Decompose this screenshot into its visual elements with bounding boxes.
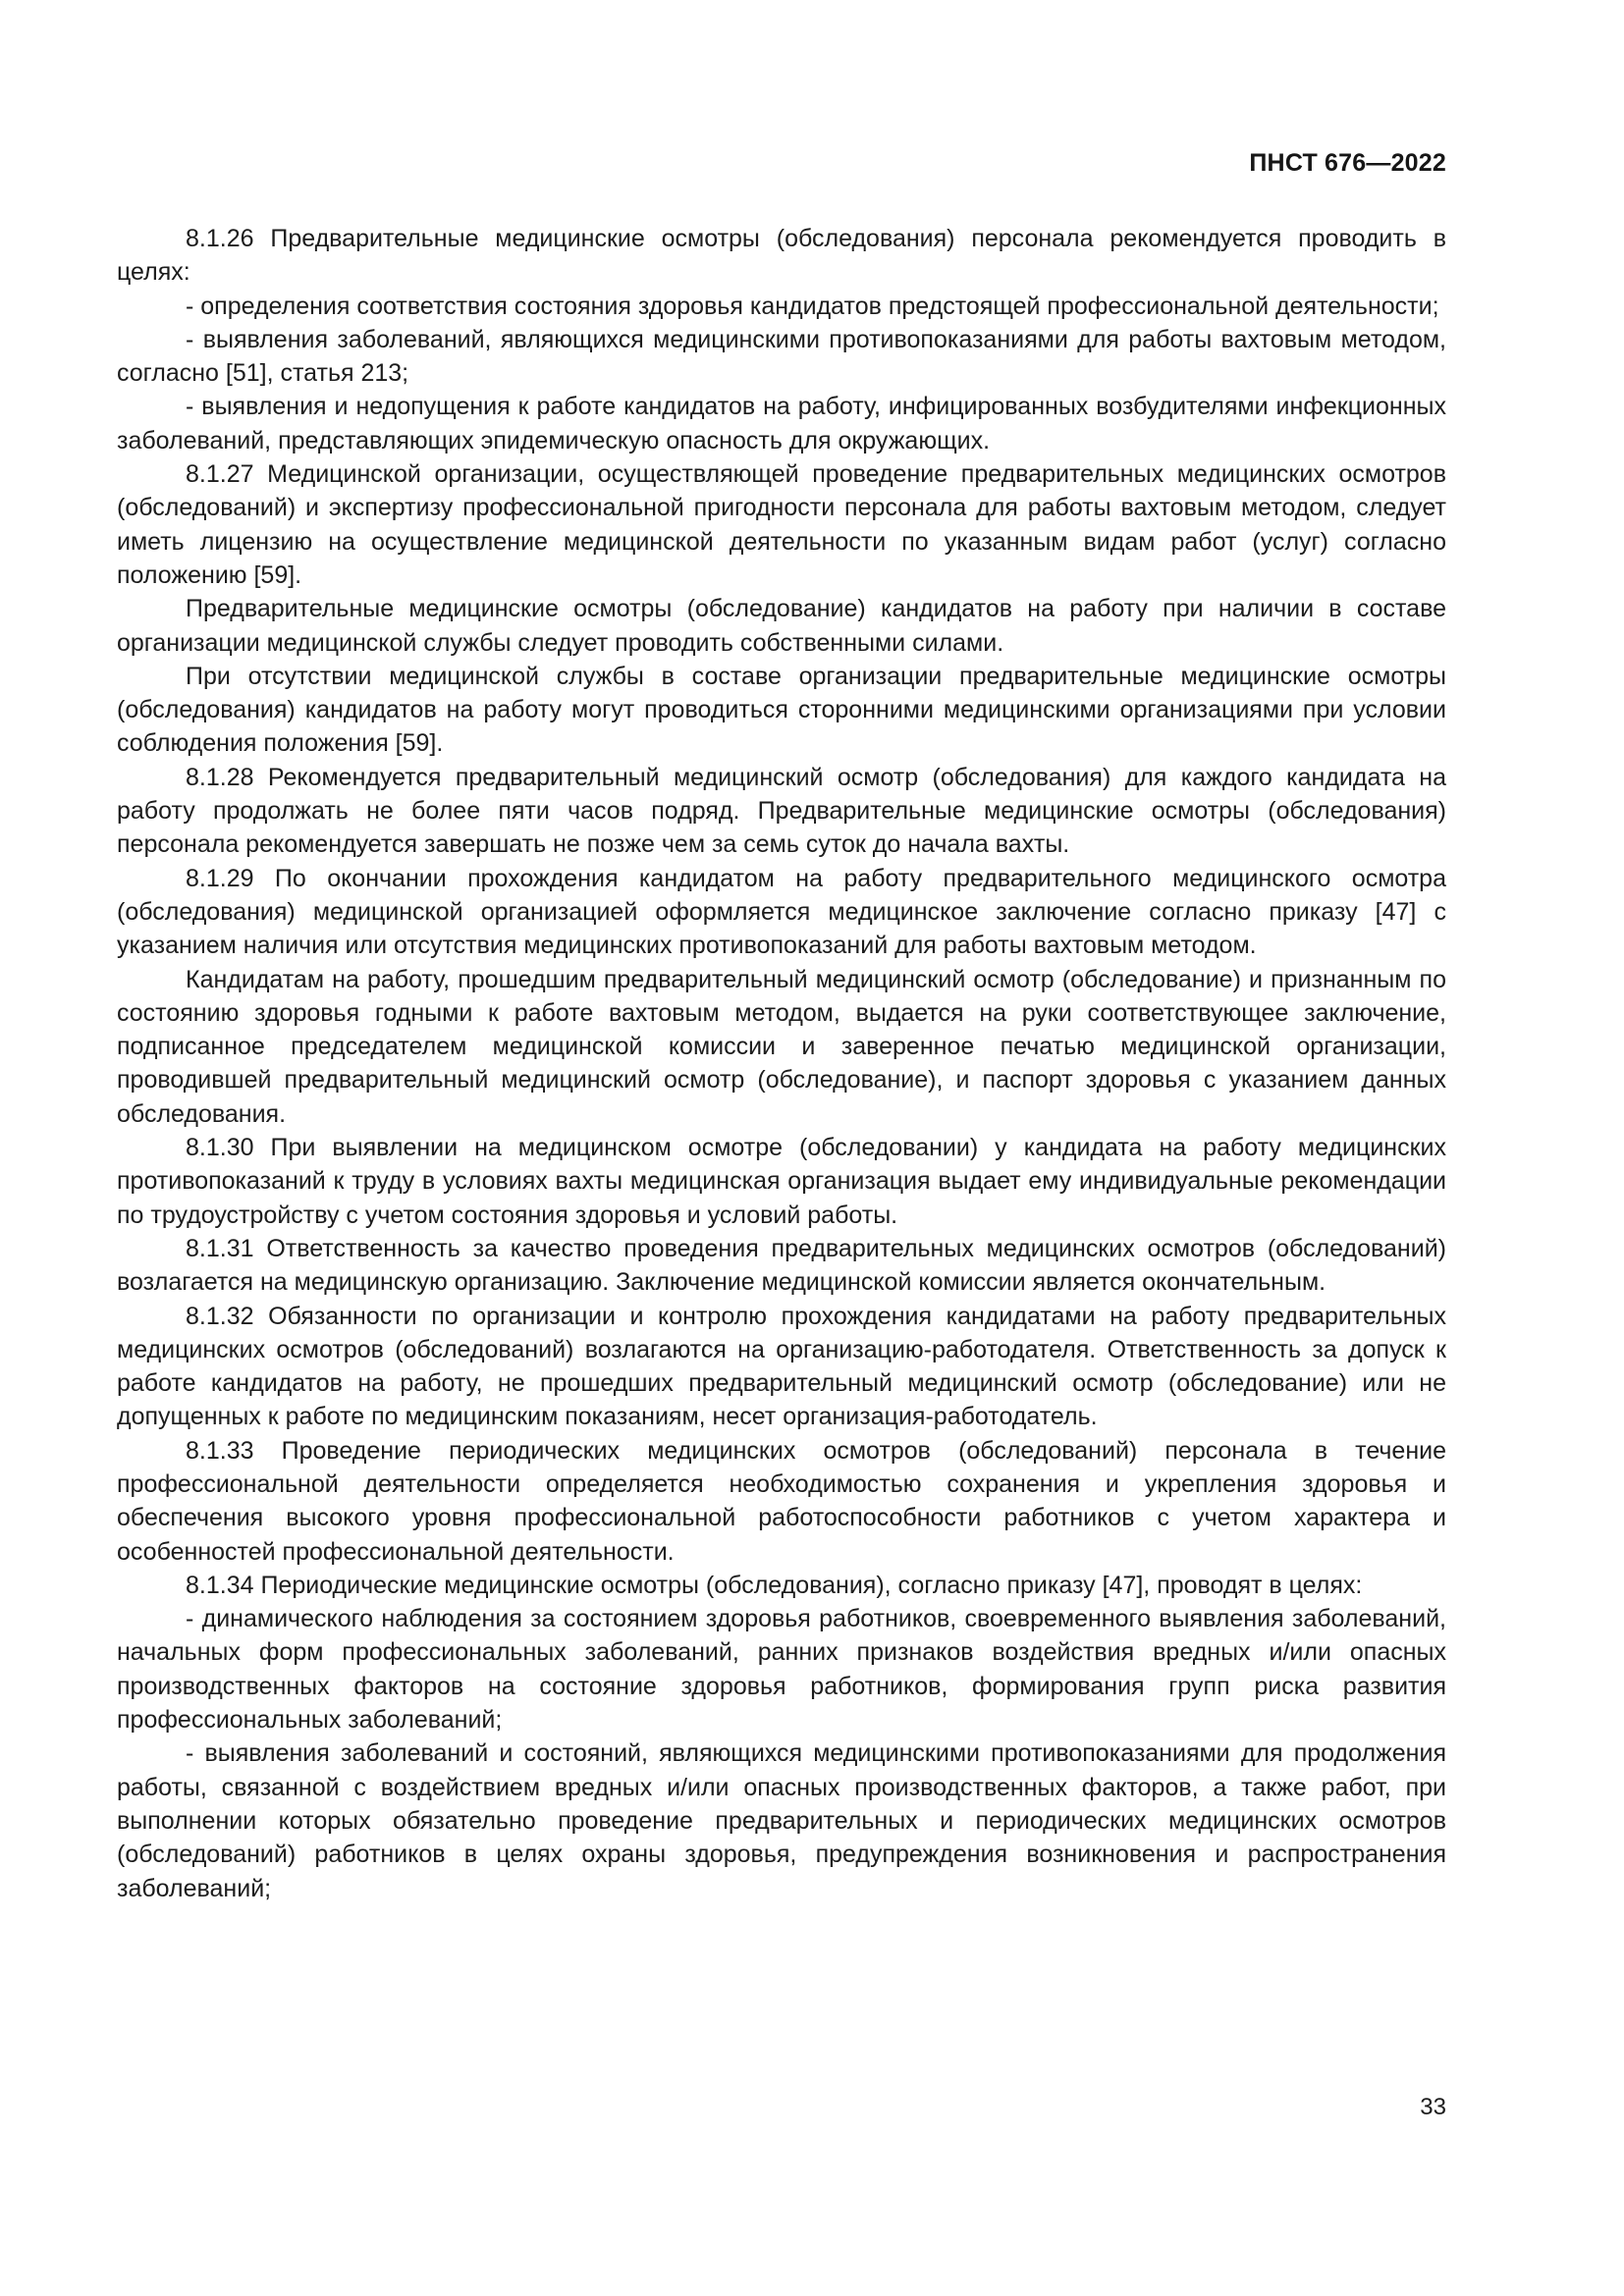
paragraph-8-1-26: 8.1.26 Предварительные медицинские осмотры (обследования) персонала рекомендуется проводить в целях: — [117, 225, 1446, 287]
paragraph-8-1-30: 8.1.30 При выявлении на медицинском осмотре (обследовании) у кандидата на работу медицинских противопоказаний к труду в условиях вахты медицинская организация выдает ему индивидуальные рекомендации по трудоустройству с учетом состояния здоровья и условий работы. — [117, 1134, 1446, 1229]
list-item: - динамического наблюдения за состоянием здоровья работников, своевременного выявления заболеваний, начальных форм профессиональных заболеваний, ранних признаков воздействия вредных и/или опасных производственных факторов на состояние здоровья работников, формирования групп риска развития профессиональных заболеваний; — [117, 1605, 1446, 1735]
list-item: - выявления и недопущения к работе кандидатов на работу, инфицированных возбудителями инфекционных заболеваний, представляющих эпидемическую опасность для окружающих. — [117, 393, 1446, 454]
paragraph-8-1-28: 8.1.28 Рекомендуется предварительный медицинский осмотр (обследования) для каждого кандидата на работу продолжать не более пяти часов подряд. Предварительные медицинские осмотры (обследования) персонала рекомендуется завершать не позже чем за семь суток до начала вахты. — [117, 763, 1446, 859]
page-number: 33 — [1420, 2094, 1446, 2120]
paragraph-8-1-27: 8.1.27 Медицинской организации, осуществляющей проведение предварительных медицинских осмотров (обследований) и экспертизу профессиональной пригодности персонала для работы вахтовым методом, следует иметь лицензию на осуществление медицинской деятельности по указанным видам работ (услуг) согласно положению [59]. — [117, 460, 1446, 589]
paragraph-8-1-29: 8.1.29 По окончании прохождения кандидатом на работу предварительного медицинского осмотра (обследования) медицинской организацией оформляется медицинское заключение согласно приказу [47] с указанием наличия или отсутствия медицинских противопоказаний для работы вахтовым методом. — [117, 864, 1446, 960]
paragraph-8-1-33: 8.1.33 Проведение периодических медицинских осмотров (обследований) персонала в течение профессиональной деятельности определяется необходимостью сохранения и укрепления здоровья и обеспечения высокого уровня профессиональной работоспособности работников с учетом характера и особенностей профессиональной деятельности. — [117, 1436, 1446, 1566]
paragraph: Предварительные медицинские осмотры (обследование) кандидатов на работу при наличии в составе организации медицинской службы следует проводить собственными силами. — [117, 595, 1446, 657]
paragraph: Кандидатам на работу, прошедшим предварительный медицинский осмотр (обследование) и признанным по состоянию здоровья годными к работе вахтовым методом, выдается на руки соответствующее заключение, подписанное председателем медицинской комиссии и заверенное печатью медицинской организации, проводившей предварительный медицинский осмотр (обследование), и паспорт здоровья с указанием данных обследования. — [117, 965, 1446, 1128]
paragraph: При отсутствии медицинской службы в составе организации предварительные медицинские осмотры (обследования) кандидатов на работу могут проводиться сторонними медицинскими организациями при условии соблюдения положения [59]. — [117, 662, 1446, 758]
paragraph-8-1-34: 8.1.34 Периодические медицинские осмотры (обследования), согласно приказу [47], проводят в целях: — [186, 1571, 1363, 1599]
paragraph-8-1-32: 8.1.32 Обязанности по организации и контролю прохождения кандидатами на работу предварительных медицинских осмотров (обследований) возлагаются на организацию-работодателя. Ответственность за допуск к работе кандидатов на работу, не прошедших предварительный медицинский осмотр (обследование) или не допущенных к работе по медицинским показаниям, несет организация-работодатель. — [117, 1302, 1446, 1431]
document-body — [117, 222, 1446, 1905]
paragraph-8-1-31: 8.1.31 Ответственность за качество проведения предварительных медицинских осмотров (обследований) возлагается на медицинскую организацию. Заключение медицинской комиссии является окончательным. — [117, 1234, 1446, 1297]
list-item: - выявления заболеваний, являющихся медицинскими противопоказаниями для работы вахтовым методом, согласно [51], статья 213; — [117, 325, 1446, 388]
list-item: - выявления заболеваний и состояний, являющихся медицинскими противопоказаниями для продолжения работы, связанной с воздействием вредных и/или опасных производственных факторов, а также работ, при выполнении которых обязательно проведение предварительных и периодических медицинских осмотров (обследований) работников в целях охраны здоровья, предупреждения возникновения и распространения заболеваний; — [117, 1739, 1446, 1902]
standard-code-header: ПНСТ 676—2022 — [1249, 149, 1446, 177]
list-item: - определения соответствия состояния здоровья кандидатов предстоящей профессиональной деятельности; — [186, 292, 1439, 320]
